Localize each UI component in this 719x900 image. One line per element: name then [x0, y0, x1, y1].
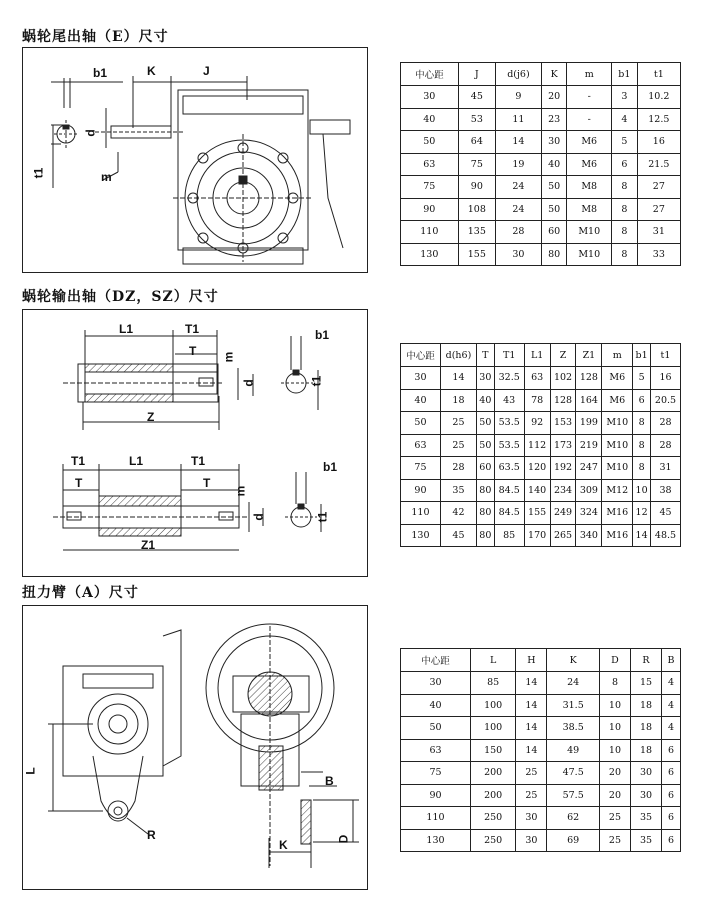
- table-cell: 100: [470, 694, 515, 717]
- table-cell: 60: [477, 457, 495, 480]
- table-cell: 75: [401, 457, 441, 480]
- table-cell: 130: [401, 524, 441, 547]
- table-row: [401, 739, 681, 762]
- table-cell: 90: [401, 784, 471, 807]
- table-cell: 69: [547, 829, 600, 852]
- table-header-cell: m: [567, 63, 612, 86]
- drawing-e: [22, 47, 368, 273]
- table-cell: M10: [602, 434, 633, 457]
- table-row: [401, 243, 681, 266]
- table-cell: 40: [401, 389, 441, 412]
- table-cell: 112: [524, 434, 550, 457]
- table-cell: 249: [550, 502, 576, 525]
- dim-label-r: R: [147, 828, 156, 842]
- table-cell: M10: [567, 221, 612, 244]
- table-cell: 42: [440, 502, 476, 525]
- table-cell: 28: [650, 434, 680, 457]
- table-cell: 35: [630, 829, 661, 852]
- dim-label-t1-right: t1: [309, 375, 324, 387]
- dim-label-b1: b1: [93, 66, 108, 80]
- table-cell: 8: [612, 198, 638, 221]
- dim-label-d: d: [241, 379, 256, 387]
- table-row: [401, 389, 681, 412]
- table-cell: 38.5: [547, 717, 600, 740]
- table-row: [401, 434, 681, 457]
- table-cell: 30: [477, 367, 495, 390]
- table-row: [401, 807, 681, 830]
- table-header-cell: K: [541, 63, 567, 86]
- dim-label-d-bottom: d: [251, 513, 266, 521]
- table-cell: 30: [401, 367, 441, 390]
- table-cell: 12: [633, 502, 651, 525]
- table-cell: 309: [576, 479, 602, 502]
- table-cell: 4: [662, 717, 681, 740]
- table-cell: 78: [524, 389, 550, 412]
- table-cell: 110: [401, 807, 471, 830]
- table-row: [401, 479, 681, 502]
- table-cell: 12.5: [637, 108, 680, 131]
- table-row: [401, 457, 681, 480]
- table-cell: 30: [630, 762, 661, 785]
- table-row: [401, 829, 681, 852]
- table-cell: 100: [470, 717, 515, 740]
- table-cell: 63: [401, 739, 471, 762]
- table-cell: 6: [662, 762, 681, 785]
- dim-label-l1-bottom: L1: [129, 454, 144, 468]
- table-cell: 14: [516, 694, 547, 717]
- table-row: [401, 108, 681, 131]
- table-cell: 250: [470, 829, 515, 852]
- table-cell: 4: [612, 108, 638, 131]
- table-cell: 18: [440, 389, 476, 412]
- table-header-cell: J: [458, 63, 495, 86]
- table-cell: 85: [494, 524, 524, 547]
- table-cell: 40: [541, 153, 567, 176]
- table-cell: 10.2: [637, 86, 680, 109]
- dim-label-d: D: [336, 834, 351, 844]
- table-cell: 324: [576, 502, 602, 525]
- table-cell: 102: [550, 367, 576, 390]
- table-cell: 265: [550, 524, 576, 547]
- table-cell: 50: [401, 412, 441, 435]
- table-cell: 4: [662, 672, 681, 695]
- table-cell: 8: [633, 434, 651, 457]
- table-cell: 25: [516, 762, 547, 785]
- dim-label-t1-bottom-right: T1: [191, 454, 206, 468]
- table-cell: 30: [541, 131, 567, 154]
- table-header-cell: t1: [637, 63, 680, 86]
- table-cell: 11: [496, 108, 542, 131]
- table-cell: 20: [599, 784, 630, 807]
- table-header-row: [401, 649, 681, 672]
- table-cell: 24: [496, 176, 542, 199]
- dim-label-t1: t1: [31, 167, 46, 179]
- table-cell: 53: [458, 108, 495, 131]
- table-header-cell: 中心距: [401, 649, 471, 672]
- table-cell: 31: [650, 457, 680, 480]
- table-header-cell: d(j6): [496, 63, 542, 86]
- spec-table-dz: [400, 343, 681, 547]
- table-cell: 62: [547, 807, 600, 830]
- table-header-cell: Z1: [576, 344, 602, 367]
- table-cell: 14: [440, 367, 476, 390]
- table-row: [401, 153, 681, 176]
- table-cell: 35: [630, 807, 661, 830]
- table-header-cell: D: [599, 649, 630, 672]
- table-row: [401, 198, 681, 221]
- drawing-dz: [22, 309, 368, 577]
- dim-label-k: K: [279, 838, 288, 852]
- table-cell: M6: [567, 153, 612, 176]
- table-cell: 8: [633, 412, 651, 435]
- table-header-cell: K: [547, 649, 600, 672]
- table-cell: 173: [550, 434, 576, 457]
- table-header-cell: B: [662, 649, 681, 672]
- table-cell: 47.5: [547, 762, 600, 785]
- table-cell: 14: [496, 131, 542, 154]
- table-header-cell: b1: [612, 63, 638, 86]
- table-cell: 43: [494, 389, 524, 412]
- table-cell: 18: [630, 694, 661, 717]
- table-cell: 340: [576, 524, 602, 547]
- table-cell: 38: [650, 479, 680, 502]
- drawing-a: [22, 605, 368, 890]
- table-cell: M10: [567, 243, 612, 266]
- table-cell: 25: [599, 807, 630, 830]
- table-cell: 19: [496, 153, 542, 176]
- table-cell: 108: [458, 198, 495, 221]
- table-row: [401, 694, 681, 717]
- dim-label-t: T: [189, 344, 197, 358]
- table-cell: 128: [550, 389, 576, 412]
- table-cell: 50: [541, 176, 567, 199]
- table-cell: M8: [567, 198, 612, 221]
- table-cell: 20: [599, 762, 630, 785]
- table-cell: 155: [458, 243, 495, 266]
- table-cell: 130: [401, 829, 471, 852]
- drawing-a-svg: [23, 606, 367, 889]
- table-cell: 90: [458, 176, 495, 199]
- table-header-cell: 中心距: [401, 63, 459, 86]
- table-header-cell: d(h6): [440, 344, 476, 367]
- table-row: [401, 762, 681, 785]
- table-header-cell: T: [477, 344, 495, 367]
- table-cell: 28: [650, 412, 680, 435]
- table-cell: 50: [477, 412, 495, 435]
- table-row: [401, 524, 681, 547]
- dim-label-b1: b1: [315, 328, 330, 342]
- dim-label-t-bottom-right: T: [203, 476, 211, 490]
- table-cell: M6: [602, 389, 633, 412]
- table-cell: 5: [612, 131, 638, 154]
- table-cell: 6: [633, 389, 651, 412]
- table-cell: 33: [637, 243, 680, 266]
- table-cell: 80: [541, 243, 567, 266]
- table-cell: 153: [550, 412, 576, 435]
- table-row: [401, 502, 681, 525]
- table-cell: 53.5: [494, 412, 524, 435]
- table-header-row: [401, 344, 681, 367]
- table-header-row: [401, 63, 681, 86]
- section-title-dz: 蜗轮输出轴（DZ，SZ）尺寸: [22, 289, 219, 305]
- table-cell: 8: [599, 672, 630, 695]
- dim-label-b1-bottom: b1: [323, 460, 338, 474]
- table-cell: 27: [637, 198, 680, 221]
- dim-label-k: K: [147, 64, 156, 78]
- table-cell: 25: [516, 784, 547, 807]
- table-cell: 128: [576, 367, 602, 390]
- table-cell: 50: [477, 434, 495, 457]
- table-cell: 15: [630, 672, 661, 695]
- table-cell: 64: [458, 131, 495, 154]
- table-cell: 8: [612, 221, 638, 244]
- table-cell: 92: [524, 412, 550, 435]
- section-title-e: 蜗轮尾出轴（E）尺寸: [22, 29, 169, 45]
- table-row: [401, 412, 681, 435]
- table-cell: M10: [602, 457, 633, 480]
- table-header-cell: H: [516, 649, 547, 672]
- table-cell: 45: [440, 524, 476, 547]
- table-cell: 5: [633, 367, 651, 390]
- table-cell: 18: [630, 717, 661, 740]
- table-cell: 3: [612, 86, 638, 109]
- table-cell: 45: [458, 86, 495, 109]
- table-cell: 48.5: [650, 524, 680, 547]
- table-cell: 8: [612, 176, 638, 199]
- table-row: [401, 176, 681, 199]
- table-cell: 20.5: [650, 389, 680, 412]
- table-row: [401, 784, 681, 807]
- table-cell: 25: [440, 412, 476, 435]
- table-cell: M6: [567, 131, 612, 154]
- spec-table-e: [400, 62, 681, 266]
- table-cell: 8: [612, 243, 638, 266]
- spec-table-a: [400, 648, 681, 852]
- table-cell: 10: [599, 694, 630, 717]
- table-cell: 30: [630, 784, 661, 807]
- section-title-a: 扭力臂（A）尺寸: [22, 585, 139, 601]
- dim-label-t1: T1: [185, 322, 200, 336]
- table-cell: M8: [567, 176, 612, 199]
- table-cell: 90: [401, 198, 459, 221]
- table-cell: 14: [516, 717, 547, 740]
- table-cell: 75: [458, 153, 495, 176]
- dim-label-b: B: [325, 774, 334, 788]
- table-cell: 24: [547, 672, 600, 695]
- table-row: [401, 672, 681, 695]
- table-cell: 75: [401, 176, 459, 199]
- table-cell: 27: [637, 176, 680, 199]
- table-header-cell: Z: [550, 344, 576, 367]
- table-cell: 4: [662, 694, 681, 717]
- table-cell: 80: [477, 524, 495, 547]
- table-cell: 30: [496, 243, 542, 266]
- table-cell: 30: [401, 86, 459, 109]
- table-cell: 23: [541, 108, 567, 131]
- table-cell: -: [567, 108, 612, 131]
- table-cell: 164: [576, 389, 602, 412]
- table-header-cell: R: [630, 649, 661, 672]
- table-cell: 32.5: [494, 367, 524, 390]
- table-cell: -: [567, 86, 612, 109]
- table-row: [401, 221, 681, 244]
- table-header-cell: L1: [524, 344, 550, 367]
- dim-label-z: Z: [147, 410, 155, 424]
- table-cell: 120: [524, 457, 550, 480]
- table-cell: 6: [662, 784, 681, 807]
- dim-label-l: L: [23, 767, 38, 775]
- table-cell: 130: [401, 243, 459, 266]
- table-cell: 247: [576, 457, 602, 480]
- table-cell: 85: [470, 672, 515, 695]
- table-cell: M16: [602, 502, 633, 525]
- table-cell: 110: [401, 502, 441, 525]
- table-cell: 18: [630, 739, 661, 762]
- table-cell: 10: [633, 479, 651, 502]
- table-cell: 63.5: [494, 457, 524, 480]
- table-cell: 84.5: [494, 502, 524, 525]
- dim-label-m: m: [221, 351, 236, 363]
- table-cell: 75: [401, 762, 471, 785]
- table-cell: 135: [458, 221, 495, 244]
- table-cell: 63: [401, 434, 441, 457]
- table-cell: 199: [576, 412, 602, 435]
- dim-label-d: d: [83, 129, 98, 137]
- table-cell: 20: [541, 86, 567, 109]
- dim-label-m: m: [101, 170, 112, 184]
- table-cell: 200: [470, 784, 515, 807]
- table-cell: 21.5: [637, 153, 680, 176]
- table-cell: 60: [541, 221, 567, 244]
- table-cell: M10: [602, 412, 633, 435]
- table-cell: 8: [633, 457, 651, 480]
- table-cell: 24: [496, 198, 542, 221]
- table-row: [401, 367, 681, 390]
- table-cell: 16: [637, 131, 680, 154]
- table-cell: 16: [650, 367, 680, 390]
- table-row: [401, 717, 681, 740]
- table-cell: 140: [524, 479, 550, 502]
- drawing-e-svg: [23, 48, 367, 272]
- table-cell: 90: [401, 479, 441, 502]
- table-cell: 14: [633, 524, 651, 547]
- table-cell: 63: [524, 367, 550, 390]
- table-cell: 28: [440, 457, 476, 480]
- table-cell: 9: [496, 86, 542, 109]
- table-cell: 10: [599, 717, 630, 740]
- table-cell: 80: [477, 479, 495, 502]
- table-cell: 30: [516, 829, 547, 852]
- table-cell: 53.5: [494, 434, 524, 457]
- dim-label-l1: L1: [119, 322, 134, 336]
- dim-label-m-bottom: m: [233, 485, 248, 497]
- table-cell: 250: [470, 807, 515, 830]
- table-row: [401, 131, 681, 154]
- table-header-cell: T1: [494, 344, 524, 367]
- table-cell: 84.5: [494, 479, 524, 502]
- table-cell: 40: [401, 694, 471, 717]
- table-cell: 219: [576, 434, 602, 457]
- table-header-cell: t1: [650, 344, 680, 367]
- table-cell: 50: [401, 717, 471, 740]
- dim-label-z1: Z1: [141, 538, 156, 552]
- table-cell: 200: [470, 762, 515, 785]
- table-header-cell: b1: [633, 344, 651, 367]
- table-cell: 10: [599, 739, 630, 762]
- table-cell: 45: [650, 502, 680, 525]
- table-cell: 30: [401, 672, 471, 695]
- table-cell: 50: [541, 198, 567, 221]
- table-cell: 150: [470, 739, 515, 762]
- table-cell: 6: [612, 153, 638, 176]
- table-cell: 6: [662, 739, 681, 762]
- table-cell: 49: [547, 739, 600, 762]
- table-cell: 57.5: [547, 784, 600, 807]
- table-cell: 6: [662, 829, 681, 852]
- table-row: [401, 86, 681, 109]
- dim-label-j: J: [203, 64, 210, 78]
- table-cell: 14: [516, 739, 547, 762]
- table-cell: 40: [401, 108, 459, 131]
- table-cell: 25: [440, 434, 476, 457]
- table-cell: M16: [602, 524, 633, 547]
- table-cell: M6: [602, 367, 633, 390]
- table-cell: 155: [524, 502, 550, 525]
- table-cell: 30: [516, 807, 547, 830]
- table-cell: 40: [477, 389, 495, 412]
- table-cell: 25: [599, 829, 630, 852]
- table-cell: 6: [662, 807, 681, 830]
- dim-label-t1-bottom-circle: t1: [315, 511, 330, 523]
- table-cell: 35: [440, 479, 476, 502]
- table-cell: 28: [496, 221, 542, 244]
- table-cell: 234: [550, 479, 576, 502]
- table-cell: 31.5: [547, 694, 600, 717]
- table-cell: 192: [550, 457, 576, 480]
- table-cell: 63: [401, 153, 459, 176]
- table-header-cell: L: [470, 649, 515, 672]
- table-cell: 170: [524, 524, 550, 547]
- table-cell: 14: [516, 672, 547, 695]
- table-cell: 80: [477, 502, 495, 525]
- dim-label-t-bottom-left: T: [75, 476, 83, 490]
- table-cell: 31: [637, 221, 680, 244]
- table-cell: M12: [602, 479, 633, 502]
- table-cell: 50: [401, 131, 459, 154]
- table-header-cell: m: [602, 344, 633, 367]
- table-cell: 110: [401, 221, 459, 244]
- table-header-cell: 中心距: [401, 344, 441, 367]
- dim-label-t1-bottom-left: T1: [71, 454, 86, 468]
